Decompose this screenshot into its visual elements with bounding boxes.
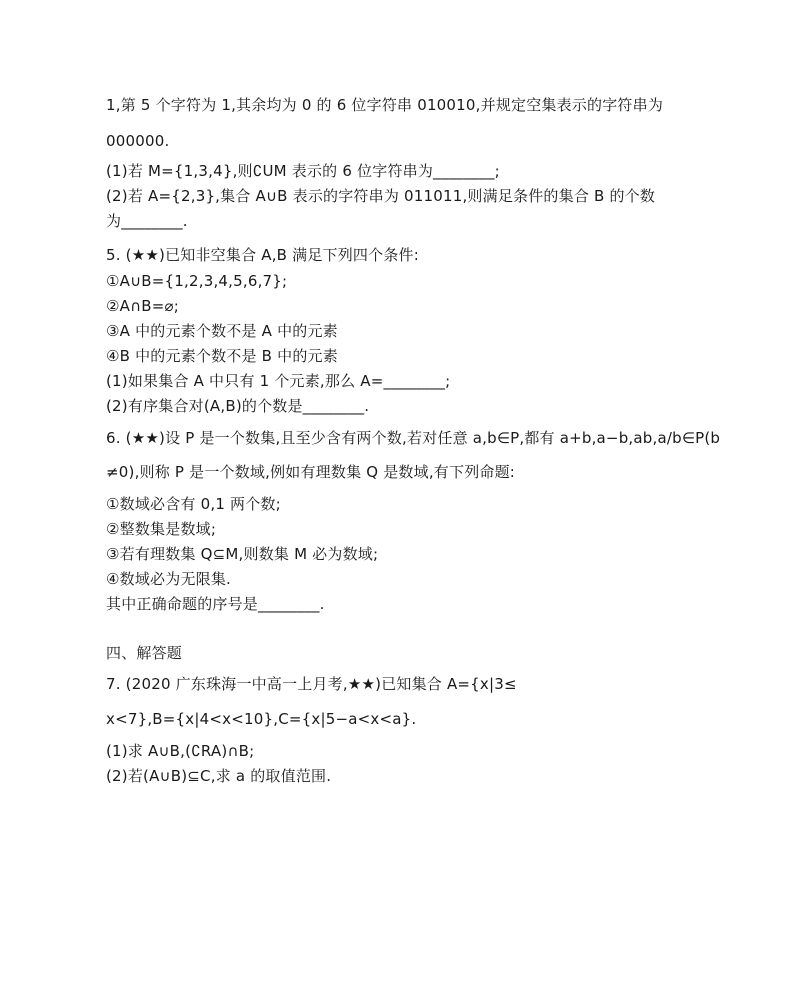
problem-4-part-1: (1)若 M={1,3,4},则∁UM 表示的 6 位字符串为________; <box>106 162 500 180</box>
problem-7-stem-cont: x<7},B={x|4<x<10},C={x|5−a<x<a}. <box>106 710 417 728</box>
problem-7-stem: 7. (2020 广东珠海一中高一上月考,★★)已知集合 A={x|3≤ <box>106 675 517 693</box>
problem-5-condition-2: ②A∩B=⌀; <box>106 297 180 315</box>
section-heading-answer-questions: 四、解答题 <box>106 644 183 662</box>
problem-4-part-2: (2)若 A={2,3},集合 A∪B 表示的字符串为 011011,则满足条件的集合 B 的个数 <box>106 187 656 205</box>
problem-6-proposition-3: ③若有理数集 Q⊆M,则数集 M 必为数域; <box>106 545 379 563</box>
problem-7-part-2: (2)若(A∪B)⊆C,求 a 的取值范围. <box>106 767 332 785</box>
problem-7-part-1: (1)求 A∪B,(∁RA)∩B; <box>106 742 255 760</box>
problem-4-part-2-cont: 为________. <box>106 212 188 230</box>
problem-5-stem: 5. (★★)已知非空集合 A,B 满足下列四个条件: <box>106 246 419 264</box>
problem-5-condition-1: ①A∪B={1,2,3,4,5,6,7}; <box>106 272 288 290</box>
problem-6-proposition-4: ④数域必为无限集. <box>106 570 232 588</box>
problem-6-proposition-2: ②整数集是数域; <box>106 520 217 538</box>
problem-5-part-1: (1)如果集合 A 中只有 1 个元素,那么 A=________; <box>106 372 451 390</box>
problem-4-intro-line: 1,第 5 个字符为 1,其余均为 0 的 6 位字符串 010010,并规定空集表示的字符串为 <box>106 96 664 114</box>
problem-5-part-2: (2)有序集合对(A,B)的个数是________. <box>106 397 370 415</box>
problem-6-stem-cont: ≠0),则称 P 是一个数域,例如有理数集 Q 是数域,有下列命题: <box>106 463 516 481</box>
problem-6-question: 其中正确命题的序号是________. <box>106 595 325 613</box>
problem-5-condition-3: ③A 中的元素个数不是 A 中的元素 <box>106 322 338 340</box>
problem-6-stem: 6. (★★)设 P 是一个数集,且至少含有两个数,若对任意 a,b∈P,都有 a+b,a−b,ab,a/b∈P(b <box>106 429 721 447</box>
problem-6-proposition-1: ①数域必含有 0,1 两个数; <box>106 495 281 513</box>
problem-5-condition-4: ④B 中的元素个数不是 B 中的元素 <box>106 347 338 365</box>
problem-4-intro-line-2: 000000. <box>106 132 170 150</box>
